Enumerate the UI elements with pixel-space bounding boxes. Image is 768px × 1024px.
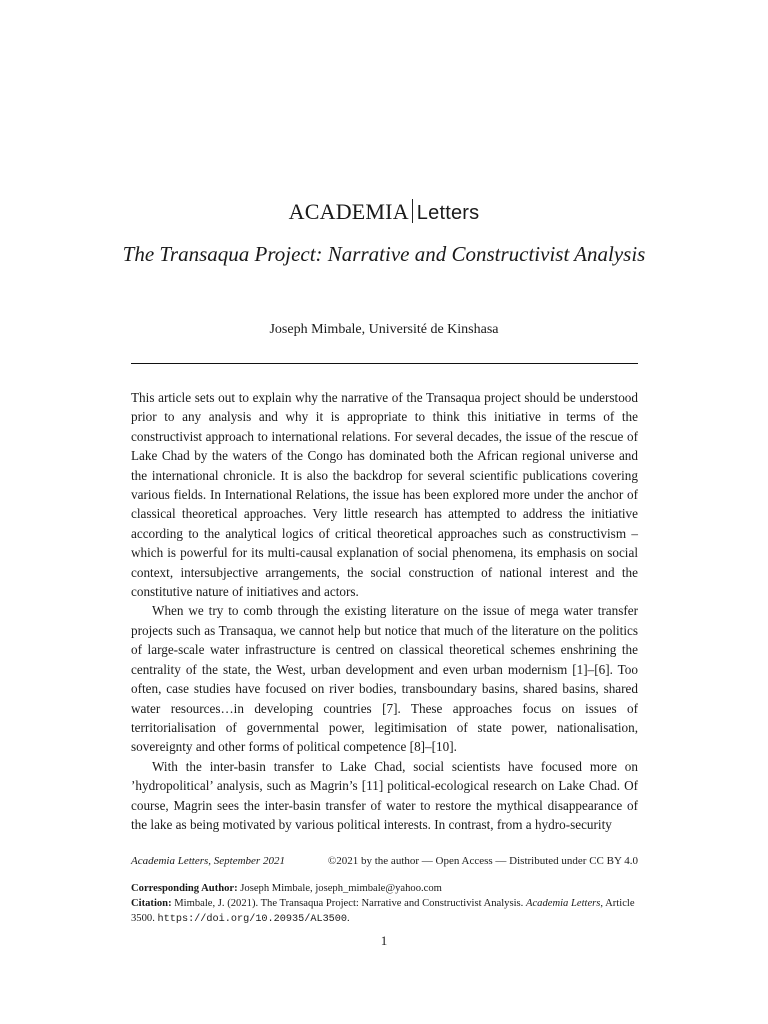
- corresponding-value: Joseph Mimbale, joseph_mimbale@yahoo.com: [240, 883, 442, 894]
- article-title: The Transaqua Project: Narrative and Constructivist Analysis: [122, 242, 646, 266]
- body-paragraph: With the inter-basin transfer to Lake Chad, social scientists have focused more on ’hydropolitical’ analysis, such as Magrin’s [11] political-ecological research on Lake Chad. Of course, Magrin sees the inter-basin transfer of water to restore the mythical disappearance of the lake as being motivated by various political interests. In contrast, from a hydro-security: [131, 758, 638, 832]
- header-rule: [131, 363, 638, 364]
- citation-doi-link[interactable]: https://doi.org/10.20935/AL3500: [157, 914, 348, 925]
- citation-journal: Academia Letters: [525, 898, 601, 909]
- corresponding-author: [131, 881, 638, 896]
- citation-text: Mimbale, J. (2021). The Transaqua Project: Narrative and Constructivist Analysis.: [174, 898, 524, 909]
- license-info: ©2021 by the author — Open Access — Distributed under CC BY 4.0: [327, 855, 638, 867]
- journal-masthead: [0, 197, 768, 228]
- page-number: 1: [380, 933, 388, 948]
- article-body: [131, 388, 638, 834]
- citation-label: Citation:: [131, 898, 172, 909]
- citation-end: .: [347, 913, 350, 924]
- journal-brand: ACADEMIA: [288, 199, 409, 224]
- issue-info: Academia Letters, September 2021: [131, 855, 285, 867]
- body-paragraph: This article sets out to explain why the narrative of the Transaqua project should be understood prior to any analysis and why it is appropriate to think this initiative in terms of the constructivist approach to international relations. For several decades, the issue of the rescue of Lake Chad by the waters of the Congo has dominated both the African regional universe and the international chronicle. It is also the backdrop for several scientific publications covering various fields. In International Relations, the issue has been explored more under the anchor of classical theoretical approaches. Very little research has attempted to address the initiative according to the analytical logics of critical theoretical approaches such as constructivism – which is powerful for its multi-causal explanation of social phenomena, its emphasis on social context, intersubjective arrangements, the social construction of national interest and the constitutive nature of initiatives and actors.: [131, 390, 638, 600]
- journal-series: Letters: [416, 202, 480, 224]
- footer-line: [131, 853, 638, 869]
- corresponding-block: [131, 881, 638, 927]
- citation-article: , Article 3500.: [131, 898, 635, 924]
- citation: [131, 896, 638, 927]
- masthead-divider: [412, 199, 413, 223]
- author-line: Joseph Mimbale, Université de Kinshasa: [269, 322, 499, 337]
- corresponding-label: Corresponding Author:: [131, 883, 238, 894]
- body-paragraph: When we try to comb through the existing literature on the issue of mega water transfer projects such as Transaqua, we cannot help but notice that much of the literature on the politics of large-scale water infrastructure is centred on classical theoretical schemes enshrining the centrality of the state, the West, urban development and even urban modernism [1]–[6]. Too often, case studies have focused on river bodies, transboundary basins, shared basins, shared water resources…in developing countries [7]. These approaches focus on issues of territorialisation of governmental power, legitimisation of state power, nationalisation, sovereignty and other forms of political competence [8]–[10].: [131, 603, 638, 755]
